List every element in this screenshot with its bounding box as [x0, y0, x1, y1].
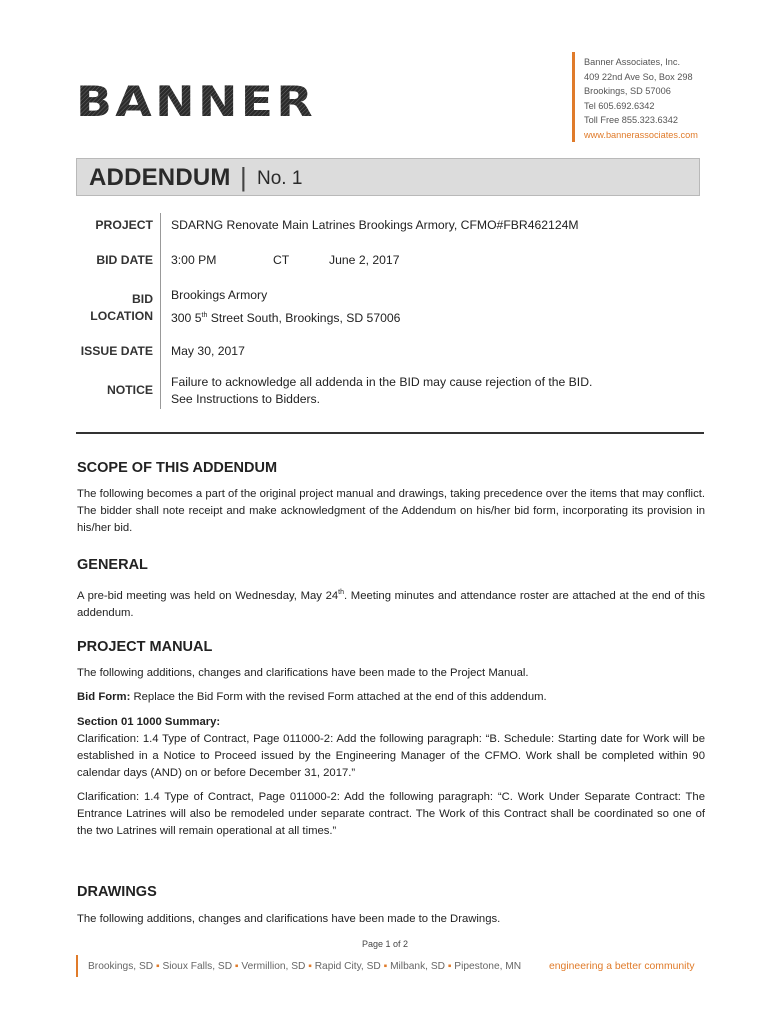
project-value: SDARNG Renovate Main Latrines Brookings Armory, CFMO#FBR462124M [171, 218, 579, 232]
footer-city: Vermillion, SD [241, 961, 306, 972]
bid-timezone: CT [273, 253, 290, 267]
bid-date: June 2, 2017 [329, 253, 400, 267]
city-separator: ▪ [383, 961, 388, 972]
notice-label: NOTICE [106, 383, 153, 397]
bid-form-text: Replace the Bid Form with the revised Form attached at the end of this addendum. [130, 691, 547, 703]
title-separator: | [240, 162, 247, 192]
bid-form-label: Bid Form: [77, 691, 131, 703]
notice-line1: Failure to acknowledge all addenda in the BID may cause rejection of the BID. [171, 375, 593, 389]
location-line2 [171, 311, 400, 325]
footer-city: Milbank, SD [390, 961, 445, 972]
footer-cities [88, 961, 521, 972]
address-accent-bar [572, 52, 575, 142]
notice-line2: See Instructions to Bidders. [171, 392, 321, 406]
location-street-rest: Street South, Brookings, SD 57006 [207, 311, 401, 325]
address-line: Brookings, SD 57006 [584, 86, 671, 97]
address-line: Toll Free 855.323.6342 [584, 115, 678, 126]
general-text-end: . Meeting minutes and attendance roster are attached at the end of this addendum. [77, 589, 705, 619]
drawings-text: The following additions, changes and clarifications have been made to the Drawings. [77, 913, 501, 925]
general-heading: GENERAL [77, 557, 148, 573]
bid-form-paragraph [77, 689, 705, 706]
address-line: Banner Associates, Inc. [584, 57, 681, 67]
location-line1: Brookings Armory [171, 288, 268, 302]
addendum-number: No. 1 [257, 168, 303, 189]
svg-text:BANNER: BANNER [76, 80, 316, 120]
bid-location-label-line2: LOCATION [90, 309, 153, 323]
section-summary-label: Section 01 1000 Summary: [77, 716, 221, 728]
banner-logo [76, 80, 318, 120]
project-manual-heading: PROJECT MANUAL [77, 639, 213, 655]
address-line: 409 22nd Ave So, Box 298 [584, 71, 693, 82]
project-label: PROJECT [95, 218, 153, 232]
scope-text: The following becomes a part of the original project manual and drawings, taking precedence over the items that may conflict. The bidder shall note receipt and make acknowledgment of the Addendum on his/her bid form, incorporating its provision in his/her bid. [77, 488, 705, 534]
footer-city: Brookings, SD [88, 961, 154, 972]
page-number: Page 1 of 2 [361, 939, 409, 949]
section-divider [76, 432, 704, 434]
city-separator: ▪ [234, 961, 239, 972]
website-link[interactable]: www.bannerassociates.com [584, 129, 698, 140]
clarification-1: Clarification: 1.4 Type of Contract, Page 011000-2: Add the following paragraph: “B. Schedule: Starting date for Work will be established in a Notice to Proceed issued by the Engineering Manager of the CFMO. Work shall be completed within 90 calendar days (AND) on or before December 31, 2017.” [77, 733, 705, 779]
footer-accent-bar [76, 955, 78, 977]
city-separator: ▪ [155, 961, 160, 972]
general-text [77, 584, 705, 622]
footer-city: Pipestone, MN [454, 961, 522, 972]
page-title: ADDENDUM [89, 164, 231, 191]
info-divider [160, 213, 161, 409]
addendum-title-box [76, 158, 700, 196]
clarification-2: Clarification: 1.4 Type of Contract, Page 011000-2: Add the following paragraph: “C. Work Under Separate Contract: The Entrance Latrines will also be remodeled under separate contract. The Work of this Contract shall be coordinated so one of the two Latrines will remain operational at all times.” [77, 791, 705, 837]
drawings-heading: DRAWINGS [77, 884, 157, 900]
footer-city: Sioux Falls, SD [162, 961, 233, 972]
bid-date-label: BID DATE [96, 253, 153, 267]
company-address [584, 55, 698, 143]
footer-tagline: engineering a better community [549, 961, 695, 972]
city-separator: ▪ [447, 961, 452, 972]
location-street-number: 300 5 [171, 311, 202, 325]
issue-date-label: ISSUE DATE [80, 344, 153, 358]
bid-location-label-line1: BID [132, 292, 153, 306]
issue-date: May 30, 2017 [171, 344, 245, 358]
footer-city: Rapid City, SD [314, 961, 381, 972]
project-manual-intro: The following additions, changes and clarifications have been made to the Project Manual. [77, 667, 529, 679]
city-separator: ▪ [308, 961, 312, 972]
bid-time: 3:00 PM [171, 253, 217, 267]
address-line: Tel 605.692.6342 [584, 100, 655, 111]
general-ordinal: th [338, 589, 344, 596]
scope-heading: SCOPE OF THIS ADDENDUM [77, 460, 278, 476]
location-ordinal: th [201, 311, 208, 319]
general-text-start: A pre-bid meeting was held on Wednesday, May 24 [77, 589, 339, 602]
